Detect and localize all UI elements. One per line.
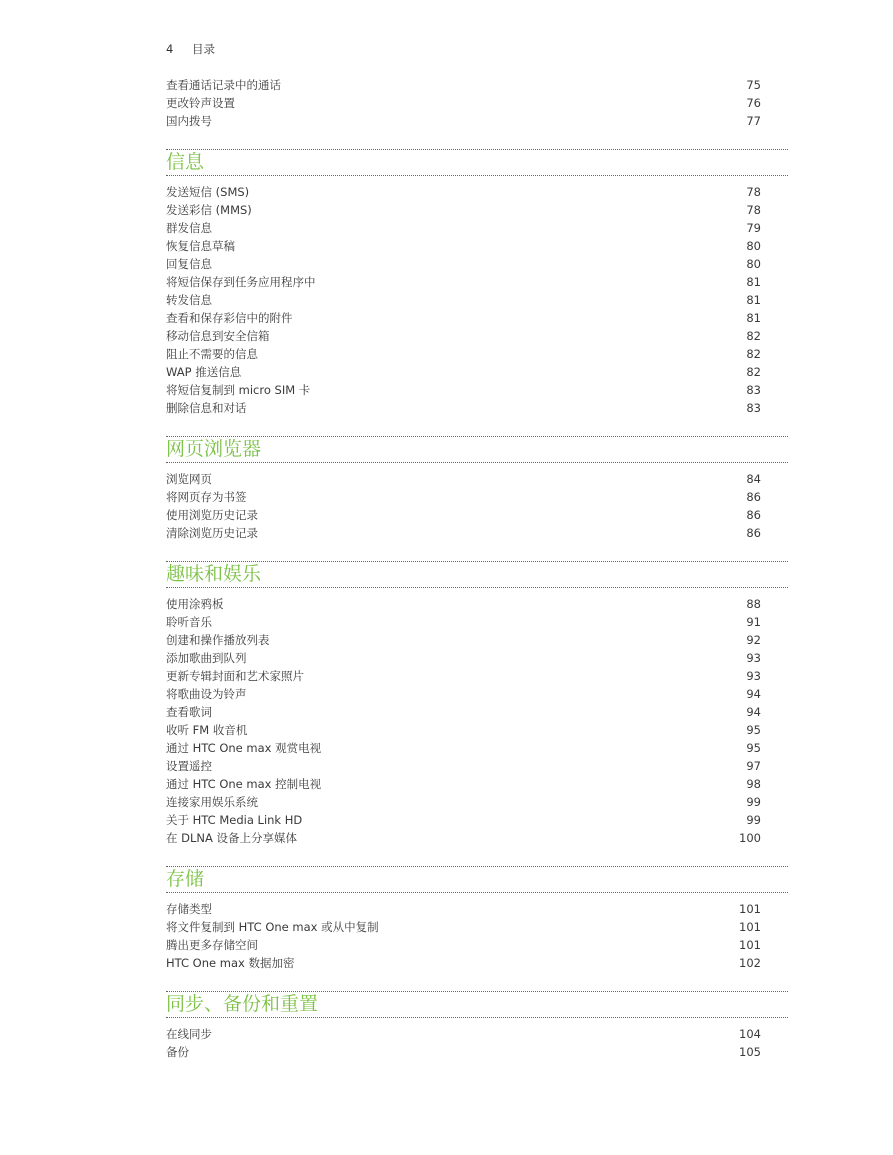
toc-entry-page: 80 <box>746 257 761 271</box>
toc-sections <box>166 149 788 1061</box>
toc-entry[interactable] <box>166 793 788 811</box>
section-header <box>166 866 788 893</box>
toc-section <box>166 149 788 417</box>
toc-entry-page: 100 <box>739 831 761 845</box>
toc-entry-label: 使用涂鸦板 <box>166 597 224 611</box>
toc-entry-label: 将短信复制到 micro SIM 卡 <box>166 383 311 397</box>
toc-entry-page: 98 <box>746 777 761 791</box>
toc-entry-label: 清除浏览历史记录 <box>166 526 258 540</box>
toc-entry-label: 备份 <box>166 1045 189 1059</box>
toc-entry-page: 94 <box>746 687 761 701</box>
toc-entry-page: 82 <box>746 347 761 361</box>
toc-entry-label: 连接家用娱乐系统 <box>166 795 258 809</box>
toc-entry-label: 回复信息 <box>166 257 212 271</box>
toc-entry-label: 查看通话记录中的通话 <box>166 78 281 92</box>
toc-entry-page: 81 <box>746 275 761 289</box>
toc-entry[interactable] <box>166 381 788 399</box>
toc-entry-label: 设置遥控 <box>166 759 212 773</box>
toc-entry-label: 聆听音乐 <box>166 615 212 629</box>
toc-entry[interactable] <box>166 94 788 112</box>
toc-entry-page: 88 <box>746 597 761 611</box>
toc-entry-page: 97 <box>746 759 761 773</box>
toc-entry[interactable] <box>166 345 788 363</box>
toc-entry[interactable] <box>166 309 788 327</box>
toc-entry-page: 75 <box>746 78 761 92</box>
toc-entry-label: 阻止不需要的信息 <box>166 347 258 361</box>
toc-entry-label: 添加歌曲到队列 <box>166 651 247 665</box>
toc-entry-page: 95 <box>746 723 761 737</box>
section-title[interactable]: 趣味和娱乐 <box>166 563 262 585</box>
intro-entries <box>166 76 788 130</box>
toc-entry-page: 105 <box>739 1045 761 1059</box>
toc-entry[interactable] <box>166 649 788 667</box>
toc-entry[interactable] <box>166 183 788 201</box>
toc-entry-page: 82 <box>746 365 761 379</box>
toc-entry-page: 81 <box>746 311 761 325</box>
toc-entry-label: 转发信息 <box>166 293 212 307</box>
toc-entry-label: 存储类型 <box>166 902 212 916</box>
toc-entry-label: 使用浏览历史记录 <box>166 508 258 522</box>
toc-entry[interactable] <box>166 470 788 488</box>
toc-entry-page: 94 <box>746 705 761 719</box>
toc-entry-label: 浏览网页 <box>166 472 212 486</box>
toc-entry-page: 86 <box>746 508 761 522</box>
toc-entry-page: 102 <box>739 956 761 970</box>
toc-entry-page: 92 <box>746 633 761 647</box>
toc-entry-label: 收听 FM 收音机 <box>166 723 248 737</box>
toc-entry-label: 查看和保存彩信中的附件 <box>166 311 293 325</box>
toc-entry[interactable] <box>166 1043 788 1061</box>
toc-entry-page: 91 <box>746 615 761 629</box>
toc-entry[interactable] <box>166 112 788 130</box>
toc-entry-page: 93 <box>746 651 761 665</box>
section-header <box>166 561 788 588</box>
toc-entry-label: 移动信息到安全信箱 <box>166 329 270 343</box>
toc-entry[interactable] <box>166 488 788 506</box>
toc-entry[interactable] <box>166 739 788 757</box>
toc-section <box>166 866 788 972</box>
toc-entry[interactable] <box>166 201 788 219</box>
toc-entry[interactable] <box>166 613 788 631</box>
toc-entry-page: 78 <box>746 203 761 217</box>
toc-entry[interactable] <box>166 775 788 793</box>
toc-entry-label: 群发信息 <box>166 221 212 235</box>
toc-entry[interactable] <box>166 757 788 775</box>
toc-entry[interactable] <box>166 399 788 417</box>
toc-entry-label: 将网页存为书签 <box>166 490 247 504</box>
toc-entry[interactable] <box>166 918 788 936</box>
section-title[interactable]: 网页浏览器 <box>166 438 262 460</box>
toc-entry[interactable] <box>166 721 788 739</box>
toc-entry[interactable] <box>166 255 788 273</box>
toc-entry-label: 发送彩信 (MMS) <box>166 203 252 217</box>
toc-entry-page: 95 <box>746 741 761 755</box>
toc-entry-page: 99 <box>746 795 761 809</box>
section-header <box>166 436 788 463</box>
section-title[interactable]: 存储 <box>166 868 205 890</box>
toc-entry[interactable] <box>166 291 788 309</box>
toc-entry-page: 101 <box>739 902 761 916</box>
toc-entry[interactable] <box>166 524 788 542</box>
toc-entry[interactable] <box>166 219 788 237</box>
page-number: 4 <box>166 42 174 56</box>
toc-entry-label: 在 DLNA 设备上分享媒体 <box>166 831 298 845</box>
toc-entry-page: 76 <box>746 96 761 110</box>
toc-entry-page: 104 <box>739 1027 761 1041</box>
toc-entry[interactable] <box>166 506 788 524</box>
toc-entry[interactable] <box>166 327 788 345</box>
toc-entry-label: 通过 HTC One max 观赏电视 <box>166 741 322 755</box>
toc-entry-label: 将文件复制到 HTC One max 或从中复制 <box>166 920 379 934</box>
toc-entry[interactable] <box>166 631 788 649</box>
toc-entry-page: 78 <box>746 185 761 199</box>
toc-entry-label: 创建和操作播放列表 <box>166 633 270 647</box>
toc-entry[interactable] <box>166 667 788 685</box>
toc-entry[interactable] <box>166 954 788 972</box>
toc-entry-page: 86 <box>746 526 761 540</box>
toc-entry-label: 国内拨号 <box>166 114 212 128</box>
toc-entry-page: 99 <box>746 813 761 827</box>
toc-entry-page: 93 <box>746 669 761 683</box>
toc-entry[interactable] <box>166 829 788 847</box>
toc-entry-label: 将歌曲设为铃声 <box>166 687 247 701</box>
toc-entry-page: 83 <box>746 401 761 415</box>
toc-entry-label: 在线同步 <box>166 1027 212 1041</box>
toc-section <box>166 991 788 1061</box>
toc-entry-page: 84 <box>746 472 761 486</box>
toc-entry-label: 更新专辑封面和艺术家照片 <box>166 669 304 683</box>
toc-entry-label: 将短信保存到任务应用程序中 <box>166 275 316 289</box>
toc-entry-label: 恢复信息草稿 <box>166 239 235 253</box>
toc-entry-label: WAP 推送信息 <box>166 365 242 379</box>
toc-entry-label: 更改铃声设置 <box>166 96 235 110</box>
toc-entry[interactable] <box>166 1025 788 1043</box>
toc-entry-page: 81 <box>746 293 761 307</box>
header-title: 目录 <box>192 42 215 56</box>
toc-entry[interactable] <box>166 595 788 613</box>
table-of-contents <box>166 76 788 1061</box>
toc-entry-label: 发送短信 (SMS) <box>166 185 250 199</box>
toc-section <box>166 561 788 847</box>
toc-section <box>166 436 788 542</box>
toc-entry-page: 80 <box>746 239 761 253</box>
toc-entry-page: 86 <box>746 490 761 504</box>
section-header <box>166 149 788 176</box>
toc-entry-label: 腾出更多存储空间 <box>166 938 258 952</box>
toc-entry[interactable] <box>166 900 788 918</box>
toc-entry[interactable] <box>166 685 788 703</box>
toc-entry-page: 101 <box>739 920 761 934</box>
toc-entry-page: 83 <box>746 383 761 397</box>
toc-entry-page: 77 <box>746 114 761 128</box>
toc-entry-label: 关于 HTC Media Link HD <box>166 813 303 827</box>
toc-entry[interactable] <box>166 936 788 954</box>
section-title[interactable]: 同步、备份和重置 <box>166 993 319 1015</box>
section-title[interactable]: 信息 <box>166 151 205 173</box>
toc-entry[interactable] <box>166 273 788 291</box>
toc-entry-label: 删除信息和对话 <box>166 401 247 415</box>
toc-entry-label: HTC One max 数据加密 <box>166 956 295 970</box>
toc-entry[interactable] <box>166 76 788 94</box>
page-header <box>166 40 215 58</box>
toc-entry[interactable] <box>166 363 788 381</box>
toc-entry[interactable] <box>166 811 788 829</box>
toc-entry[interactable] <box>166 237 788 255</box>
toc-entry-page: 82 <box>746 329 761 343</box>
toc-entry-page: 101 <box>739 938 761 952</box>
toc-entry[interactable] <box>166 703 788 721</box>
toc-entry-label: 通过 HTC One max 控制电视 <box>166 777 322 791</box>
toc-entry-page: 79 <box>746 221 761 235</box>
section-header <box>166 991 788 1018</box>
toc-entry-label: 查看歌词 <box>166 705 212 719</box>
